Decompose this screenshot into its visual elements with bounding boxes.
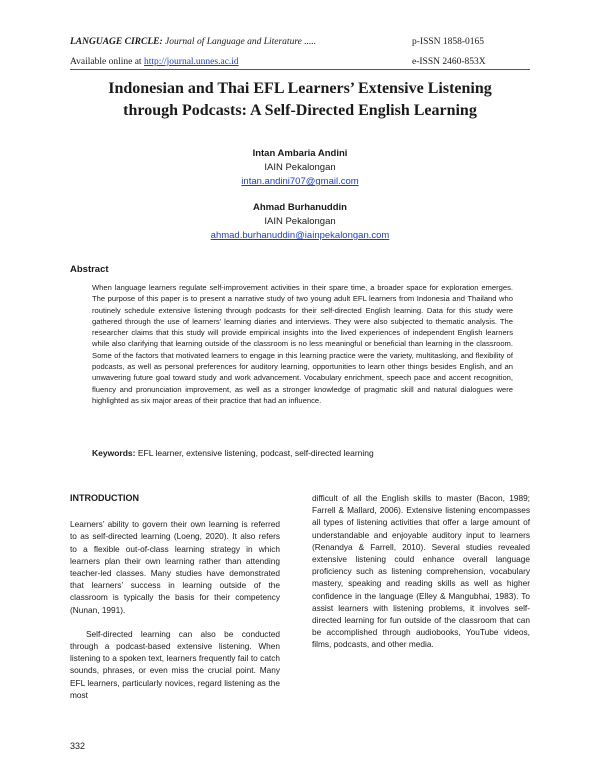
paper-title: Indonesian and Thai EFL Learners’ Extensive Listening through Podcasts: A Self-Directed English Learning: [108, 80, 492, 119]
eissn: e-ISSN 2460-853X: [412, 57, 486, 67]
author-affiliation: IAIN Pekalongan: [264, 216, 336, 227]
abstract-heading: Abstract: [70, 264, 109, 275]
page-number: 332: [70, 741, 86, 751]
author-block-1: [100, 147, 500, 189]
author-name: Intan Ambaria Andini: [252, 148, 348, 159]
author-email-link[interactable]: intan.andini707@gmail.com: [241, 176, 359, 187]
section-title: INTRODUCTION: [70, 493, 139, 503]
paragraph: Self-directed learning can also be conducted through a podcast-based extensive listening. When listening to a spoken text, learners frequently fail to catch sounds, phrases, or even miss the crucial point. Many EFL learners, particularly novices, regard listening as the most: [70, 628, 280, 700]
journal-url-link[interactable]: http://journal.unnes.ac.id: [143, 57, 239, 67]
journal-title: LANGUAGE CIRCLE: Journal of Language and Literature .....: [70, 37, 317, 47]
paragraph: difficult of all the English skills to master (Bacon, 1989; Farrell & Mallard, 2006). Extensive listening encompasses all types of listening activities that offer a large amount of understandable and enjoyable auditory input to learners (Renandya & Farrell, 2010). Several studies revealed extensive listening could enhance overall language proficiency such as listening comprehension, vocabulary mastery, speaking and reading skills as well as higher confidence in the language (Elley & Mangubhai, 1983). To assist learners with listening problems, it involves self-directed learning for fun outside of the classroom that can be accomplished through audiobooks, YouTube videos, films, podcasts, and other media.: [312, 493, 530, 650]
header-rule: [70, 69, 530, 70]
body-column-right: [312, 492, 530, 651]
keywords-line: Keywords: EFL learner, extensive listening, podcast, self-directed learning: [92, 448, 374, 458]
availability-line: Available online at http://journal.unnes.ac.id: [70, 57, 239, 67]
body-column-left: [70, 492, 280, 701]
author-block-2: [100, 201, 500, 243]
paragraph: Learners’ ability to govern their own learning is referred to as self-directed learning (Loeng, 2020). It also refers to a flexible out-of-class learning strategy in which learners plan their own learning rather than attending teacher-led classes. Many studies have demonstrated that learners’ success in learning outside of the classroom is typically the basis for their competency (Nunan, 1991).: [70, 519, 280, 615]
author-affiliation: IAIN Pekalongan: [264, 162, 336, 173]
abstract-text: When language learners regulate self-improvement activities in their spare time, a broader space for exploration emerges. The purpose of this paper is to present a narrative study of two young adult EFL learners from Indonesia and Thailand who routinely schedule extensive listening through podcasts for their self-directed English learning. Data for this study were gathered through the use of learners’ learning diaries and interviews. They were also subjected to thematic analysis. The researcher claims that this study will provide empirical insights into the lived experiences of independent English learners while also clarifying that learning outside of the classroom is no less meaningful or beneficial than learning in the classroom. Some of the factors that motivated learners to engage in this learning practice were the variety, multitasking, and flexibility of podcasts, as well as personal preferences for auditory learning, opportunities to learn other things besides English, and an unwavering future goal toward study and work advancement. Vocabulary enrichment, speech pace and accent recognition, fluency and pronunciation improvement, as well as a stronger knowledge of pragmatic skill and natural dialogues were highlighted as six major areas of their practice that had an influence.: [92, 283, 513, 405]
pissn: p-ISSN 1858-0165: [412, 37, 485, 47]
author-name: Ahmad Burhanuddin: [253, 202, 347, 213]
author-email-link[interactable]: ahmad.burhanuddin@iainpekalongan.com: [210, 230, 390, 241]
